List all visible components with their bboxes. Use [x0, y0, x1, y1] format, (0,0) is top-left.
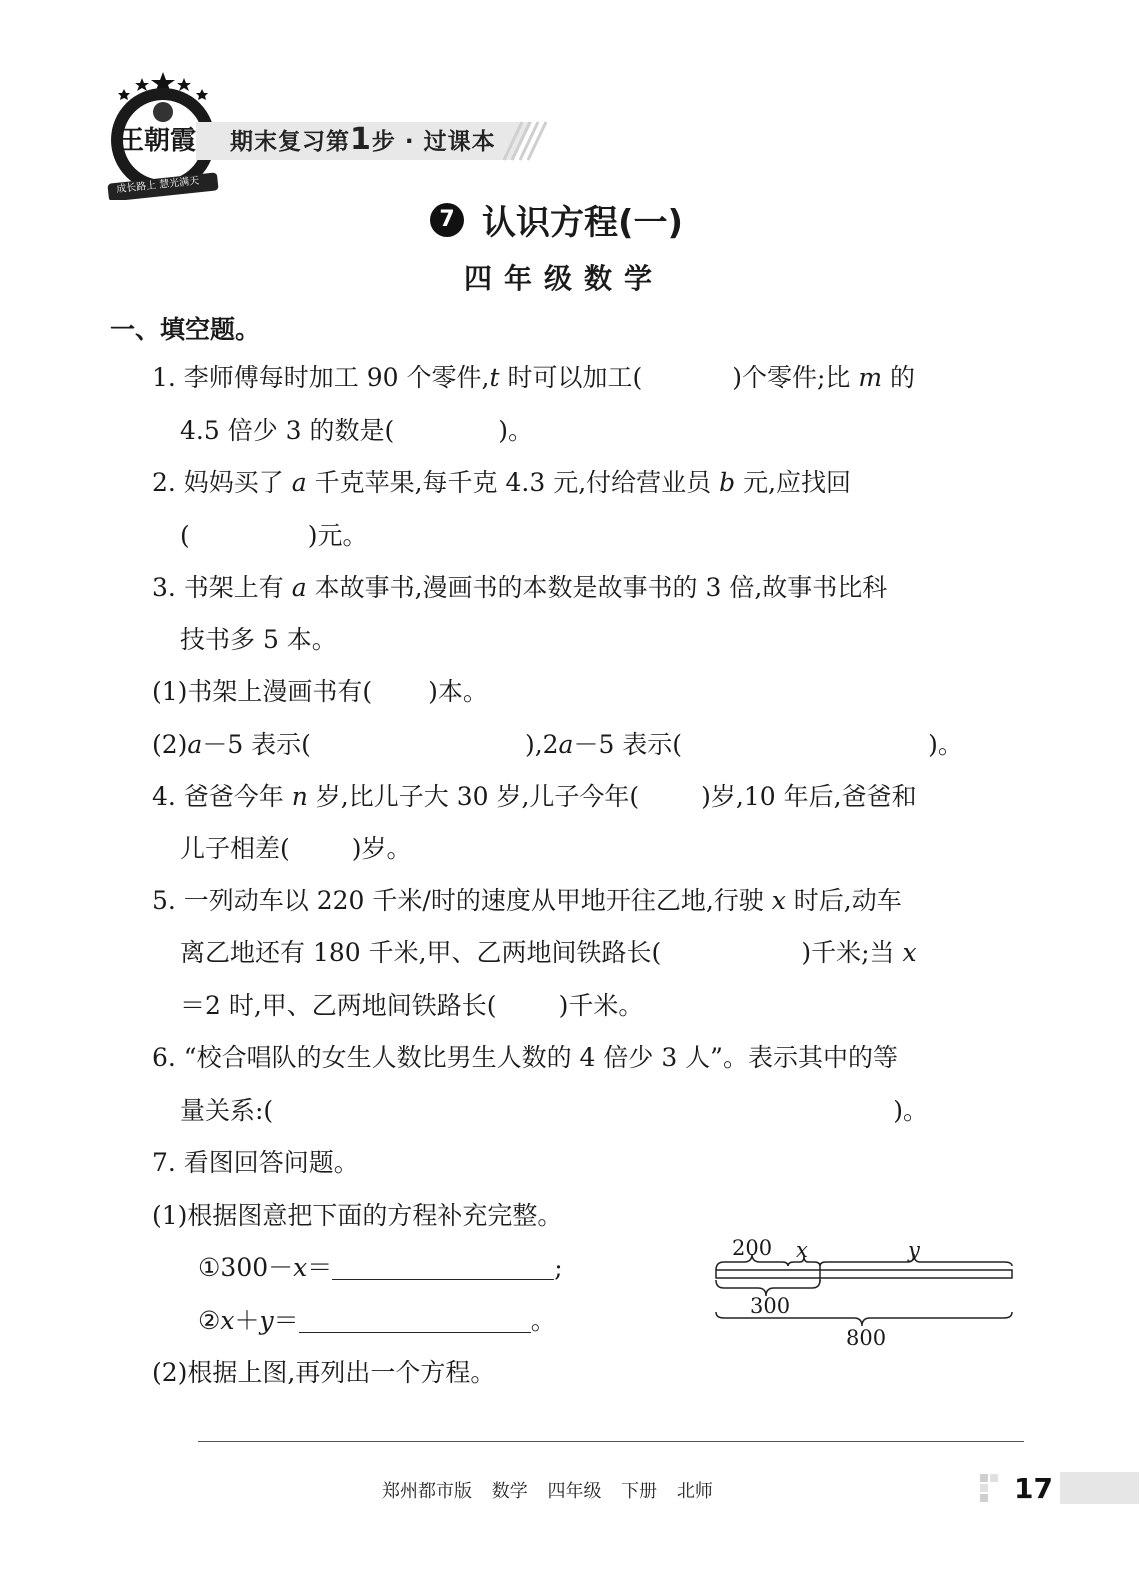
banner-suffix: 步 · 过课本	[371, 129, 496, 155]
q5-text-c: 离乙地还有 180 千米,甲、乙两地间铁路长(	[180, 938, 662, 967]
q3-var-a: a	[291, 573, 307, 602]
q2-var-b: b	[719, 468, 736, 497]
lesson-number-badge: 7	[430, 203, 464, 237]
q7-eq2-var-x: x	[220, 1306, 235, 1335]
q4-text-a: 4. 爸爸今年	[152, 782, 292, 811]
q2-text-c: 元,应找回	[735, 468, 852, 497]
banner-step: 1	[350, 122, 372, 157]
q1-text-c: )个零件;比	[732, 363, 859, 392]
q3-sub2-text-b: －5 表示(	[202, 730, 311, 759]
q6-line1: 6. “校合唱队的女生人数比男生人数的 4 倍少 3 人”。表示其中的等	[152, 1043, 898, 1072]
q3-text-b: 本故事书,漫画书的本数是故事书的 3 倍,故事书比科	[306, 573, 888, 602]
q1-line1	[152, 363, 915, 393]
q4-line2	[180, 834, 412, 864]
q1-text-a: 1. 李师傅每时加工 90 个零件,	[152, 363, 490, 392]
q5-text-b: 时后,动车	[785, 886, 902, 915]
q3-sub2-text-e: )。	[928, 730, 963, 759]
q5-var-x2: x	[902, 938, 917, 967]
q3-sub2-var-a1: a	[187, 730, 203, 759]
q3-line1	[152, 573, 887, 603]
q4-text-e: )岁。	[351, 834, 412, 863]
label-800: 800	[846, 1326, 887, 1350]
page-number-decoration	[980, 1472, 1139, 1506]
segment-diagram	[712, 1236, 1022, 1356]
q6-text-b: )。	[893, 1096, 928, 1125]
q2-text-d: (	[180, 521, 190, 550]
footer-text: 郑州都市版 数学 四年级 下册 北师	[382, 1481, 713, 1502]
q3-sub1-text-a: (1)书架上漫画书有(	[152, 677, 373, 706]
q5-text-f: )千米。	[558, 991, 644, 1020]
q3-sub2-text-c: ),2	[524, 730, 559, 759]
q7-sub1: (1)根据图意把下面的方程补充完整。	[152, 1201, 563, 1230]
segment-bar	[716, 1270, 1012, 1278]
q3-text-a: 3. 书架上有	[152, 573, 292, 602]
footer-divider	[198, 1441, 1024, 1442]
q4-text-c: )岁,10 年后,爸爸和	[701, 782, 917, 811]
q7-eq1-var-x: x	[293, 1253, 308, 1282]
q3-sub1	[152, 677, 488, 707]
section-title: 一、填空题。	[110, 315, 261, 344]
q7-eq1-text-a: ①300－	[198, 1253, 294, 1282]
q7-eq1-blank[interactable]	[332, 1255, 554, 1280]
banner-prefix: 期末复习第	[230, 129, 350, 155]
q7-eq1-end: ;	[554, 1253, 563, 1282]
q1-var-t: t	[489, 363, 500, 392]
q5-text-a: 5. 一列动车以 220 千米/时的速度从甲地开往乙地,行驶	[152, 886, 772, 915]
q3-sub2	[152, 730, 963, 760]
q2-text-b: 千克苹果,每千克 4.3 元,付给营业员	[306, 468, 720, 497]
q7-eq2-text-a: ②	[198, 1306, 221, 1335]
q6-text-a: 量关系:(	[180, 1096, 274, 1125]
q6-line2	[180, 1096, 928, 1126]
q7-eq2-blank[interactable]	[299, 1308, 531, 1333]
q4-text-d: 儿子相差(	[180, 834, 290, 863]
q5-var-x: x	[771, 886, 786, 915]
q3-sub2-var-a2: a	[558, 730, 574, 759]
q1-text-d: 的	[882, 363, 915, 392]
q2-var-a: a	[291, 468, 307, 497]
q7-eq1	[198, 1253, 563, 1283]
q3-sub2-text-d: －5 表示(	[573, 730, 683, 759]
q2-text-e: )元。	[307, 521, 368, 550]
q7-line1: 7. 看图回答问题。	[152, 1148, 359, 1177]
q7-sub2: (2)根据上图,再列出一个方程。	[152, 1358, 496, 1387]
lesson-subtitle: 四年级数学	[464, 262, 665, 295]
q2-text-a: 2. 妈妈买了	[152, 468, 292, 497]
q7-eq2-end: 。	[530, 1306, 556, 1335]
q1-line2	[180, 416, 533, 446]
q1-text-f: )。	[498, 416, 534, 445]
label-200: 200	[732, 1236, 773, 1260]
q7-eq2-var-y: y	[259, 1306, 274, 1335]
q5-line1	[152, 886, 902, 916]
label-x: x	[796, 1238, 808, 1262]
q4-var-n: n	[291, 782, 308, 811]
page-number: 17	[1014, 1472, 1053, 1505]
q3-line2: 技书多 5 本。	[180, 625, 337, 654]
q7-eq1-equals: ＝	[307, 1253, 333, 1282]
q4-line1	[152, 782, 917, 812]
logo-text: 王朝霞	[118, 126, 197, 156]
q2-line2	[180, 521, 368, 551]
q4-text-b: 岁,比儿子大 30 岁,儿子今年(	[307, 782, 640, 811]
label-300: 300	[750, 1294, 791, 1318]
banner-title	[230, 122, 496, 157]
q5-text-e: ＝2 时,甲、乙两地间铁路长(	[180, 991, 497, 1020]
q5-text-d: )千米;当	[801, 938, 903, 967]
q3-sub2-text-a: (2)	[152, 730, 188, 759]
q3-sub1-text-b: )本。	[428, 677, 488, 706]
q2-line1	[152, 468, 851, 498]
q5-line2	[180, 938, 917, 968]
q5-line3	[180, 991, 643, 1021]
lesson-title	[430, 195, 683, 244]
q7-eq2-equals: ＝	[273, 1306, 299, 1335]
label-y: y	[908, 1238, 920, 1262]
q1-text-e: 4.5 倍少 3 的数是(	[180, 416, 395, 445]
q1-var-m: m	[858, 363, 883, 392]
lesson-title-text: 认识方程(一)	[482, 203, 684, 243]
q7-eq2	[198, 1306, 556, 1336]
logo-slogan: 成长路上 慧光满天	[115, 175, 200, 196]
q1-text-b: 时可以加工(	[499, 363, 643, 392]
q7-eq2-plus: ＋	[234, 1306, 260, 1335]
